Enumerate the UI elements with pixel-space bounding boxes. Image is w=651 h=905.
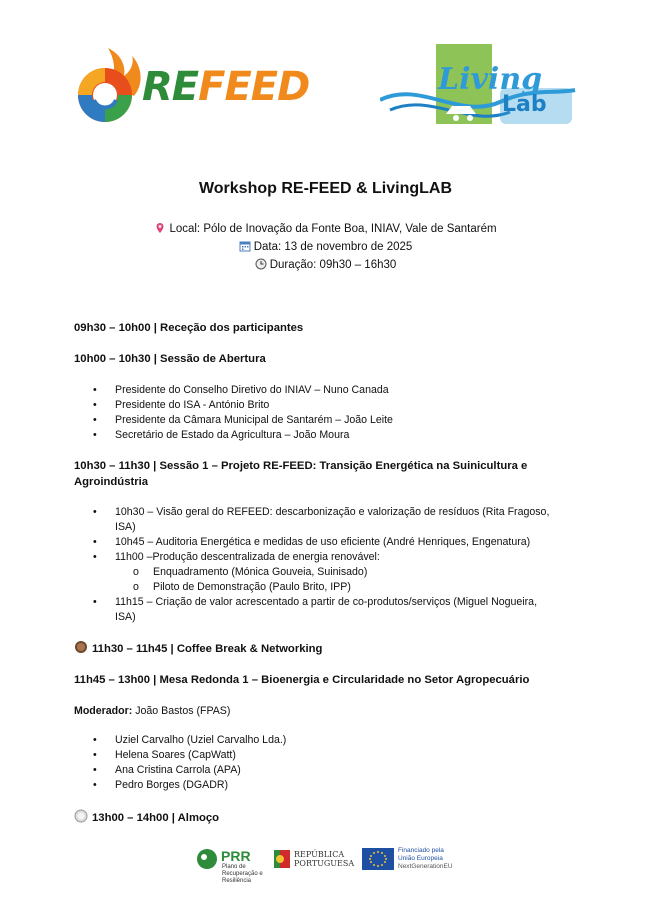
eu-line-2: União Europeia [398,855,443,862]
clock-icon [255,258,267,270]
section-opening: 10h00 – 10h30 | Sessão de Abertura [74,353,266,365]
refeed-logo [72,40,310,130]
duration-text: Duração: 09h30 – 16h30 [269,259,397,271]
eu-logo [362,838,462,882]
moderator-line: Moderador: João Bastos (FPAS) [74,705,231,717]
section-lunch: 13h00 – 14h00 | Almoço [74,809,564,826]
section-session-1: 10h30 – 11h30 | Sessão 1 – Projeto RE-FEED: Transição Energética na Suinicultura e Agroindústria [74,460,528,488]
eu-flag-icon [362,848,394,870]
refeed-emblem-icon [72,40,142,130]
lab-wordmark: Lab [502,92,547,117]
prr-emblem-icon [196,848,218,870]
prr-text: PRR [221,848,251,864]
date-line [0,240,651,253]
prr-subtitle: Plano de Recuperação e Resiliência [222,864,263,884]
living-wordmark: Living [438,62,543,97]
plate-icon [74,809,88,823]
page-title: Workshop RE-FEED & LivingLAB [198,180,453,197]
living-lab-logo [380,40,580,132]
eu-line-3: NextGenerationEU [398,863,453,870]
location-text: Local: Pólo de Inovação da Fonte Boa, INIAV, Vale de Santarém [169,223,497,235]
date-text: Data: 13 de novembro de 2025 [253,241,413,253]
portugal-emblem-icon [274,848,290,870]
republica-logo [274,838,356,882]
prr-logo [196,838,276,882]
section-round-table-1: 11h45 – 13h00 | Mesa Redonda 1 – Bioenergia e Circularidade no Setor Agropecuário [74,674,530,686]
refeed-wordmark: REFEED [142,64,310,110]
republica-text: REPÚBLICA [294,850,345,859]
coffee-icon [74,640,88,654]
section-coffee-break: 11h30 – 11h45 | Coffee Break & Networking [74,640,564,657]
duration-line [0,258,651,271]
location-line [0,222,651,235]
portuguesa-text: PORTUGUESA [294,859,355,868]
section-reception: 09h30 – 10h00 | Receção dos participantes [74,322,304,334]
eu-line-1: Financiado pela [398,847,444,854]
location-pin-icon [154,222,166,234]
calendar-icon [239,240,251,252]
